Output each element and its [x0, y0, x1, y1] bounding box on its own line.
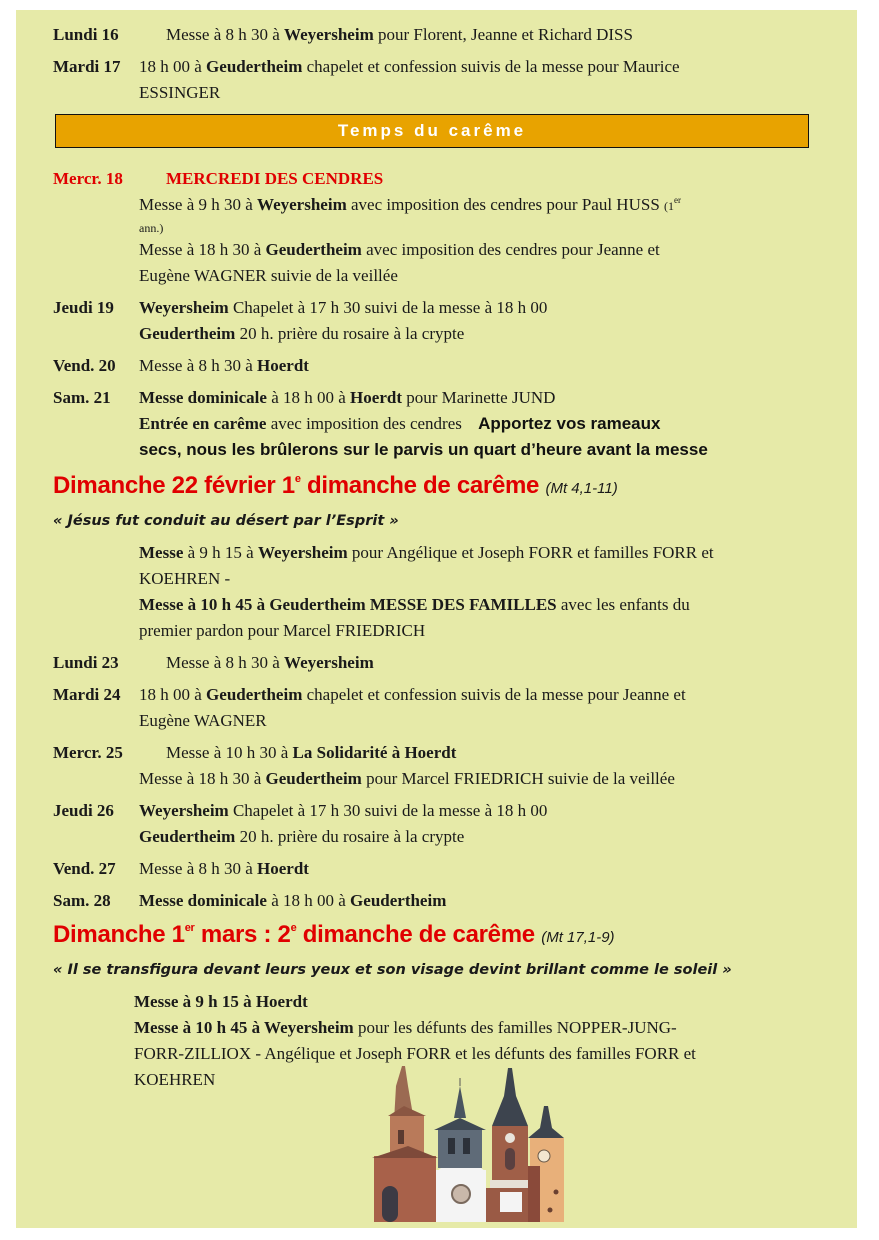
- text: 18 h 00 à: [139, 57, 207, 76]
- location: La Solidarité à Hoerdt: [292, 743, 457, 762]
- entry-mardi-24: [53, 682, 823, 734]
- entry-line: [139, 237, 823, 263]
- entry-line: KOEHREN -: [139, 569, 231, 588]
- entry-line: [139, 766, 823, 792]
- text: 20 h. prière du rosaire à la crypte: [235, 324, 465, 343]
- entry-line: ESSINGER: [139, 83, 221, 102]
- location: Geudertheim: [139, 324, 236, 343]
- entry-line: Messe à 9 h 15 à Hoerdt: [134, 992, 308, 1011]
- entry-line: [139, 824, 823, 850]
- entry-lundi-23: [53, 650, 823, 676]
- entry-line: premier pardon pour Marcel FRIEDRICH: [139, 621, 426, 640]
- entry-jeudi-26: [53, 798, 823, 850]
- notice-text: secs, nous les brûlerons sur le parvis un quart d’heure avant la messe: [139, 440, 708, 459]
- entry-line: Eugène WAGNER: [139, 711, 267, 730]
- location: Geudertheim: [139, 827, 236, 846]
- text: à 18 h 00 à: [266, 388, 351, 407]
- entry-jeudi-19: [53, 295, 823, 347]
- text: Dimanche 22 février 1: [53, 472, 295, 499]
- text: Messe à 18 h 30 à: [139, 769, 266, 788]
- location: Weyersheim: [284, 25, 374, 44]
- text: Messe: [139, 543, 184, 562]
- entry-line: [139, 353, 823, 379]
- entry-line: [139, 856, 823, 882]
- lent-banner: [55, 114, 809, 148]
- text: Entrée en carême: [139, 414, 267, 433]
- entry-line: [166, 650, 823, 676]
- entry-vendredi-27: [53, 856, 823, 882]
- sunday-masses: [53, 540, 823, 644]
- text: pour Marcel FRIEDRICH suivie de la veillée: [361, 769, 675, 788]
- location: Geudertheim: [265, 240, 362, 259]
- entry-line: [166, 740, 823, 766]
- text: Messe à 10 h 30 à: [166, 743, 293, 762]
- superscript: er: [184, 922, 195, 934]
- superscript: e: [294, 473, 301, 485]
- entry-line: KOEHREN: [134, 1070, 216, 1089]
- entry-line: [139, 592, 823, 618]
- text: Messe à 18 h 30 à: [139, 240, 266, 259]
- text: Dimanche 1: [53, 921, 185, 948]
- day-label: Mardi 17: [53, 57, 121, 76]
- location: Weyersheim: [284, 653, 374, 672]
- entry-line: [139, 295, 823, 321]
- superscript: e: [290, 922, 297, 934]
- text: mars : 2: [194, 921, 291, 948]
- location: Geudertheim: [206, 685, 303, 704]
- banner-title: Temps du carême: [337, 121, 527, 140]
- text: pour Angélique et Joseph FORR et familles FORR et: [347, 543, 714, 562]
- day-label: Lundi 16: [53, 25, 119, 44]
- entry-mercredi-18: [53, 166, 823, 289]
- location: Hoerdt: [350, 388, 402, 407]
- text: à 18 h 00 à: [266, 891, 351, 910]
- entry-line: [139, 682, 823, 708]
- text: avec imposition des cendres pour Paul HUSS: [346, 195, 665, 214]
- scripture-reference: (Mt 17,1-9): [541, 929, 615, 946]
- day-label: Sam. 28: [53, 891, 111, 910]
- text: chapelet et confession suivis de la messe pour Jeanne et: [302, 685, 686, 704]
- text: Messe dominicale: [139, 388, 267, 407]
- text: Messe à 8 h 30 à: [166, 653, 285, 672]
- gospel-quote: « Jésus fut conduit au désert par l’Esprit »: [53, 513, 399, 529]
- day-label: Vend. 20: [53, 356, 116, 375]
- text: avec les enfants du: [556, 595, 690, 614]
- text: Messe à 10 h 45 à Weyersheim: [134, 1018, 354, 1037]
- entry-line: [134, 1015, 823, 1041]
- scripture-reference: (Mt 4,1-11): [545, 480, 618, 497]
- entry-line: ann.): [139, 221, 164, 235]
- entry-vendredi-20: [53, 353, 823, 379]
- location: Weyersheim: [257, 195, 347, 214]
- text: 18 h 00 à: [139, 685, 207, 704]
- text: Messe à 8 h 30 à: [139, 859, 258, 878]
- day-label: Jeudi 19: [53, 298, 114, 317]
- text: (1: [664, 199, 675, 213]
- entry-line: FORR-ZILLIOX - Angélique et Joseph FORR et les défunts des familles FORR et: [134, 1044, 696, 1063]
- entry-lundi-16: [53, 22, 823, 48]
- text: Messe à 8 h 30 à: [139, 356, 258, 375]
- entry-line: [139, 385, 823, 411]
- location: Weyersheim: [139, 801, 229, 820]
- churches-illustration-icon: [368, 1066, 574, 1222]
- text: Messe à 8 h 30 à: [166, 25, 285, 44]
- superscript: er: [674, 195, 682, 205]
- location: Geudertheim: [265, 769, 362, 788]
- text: à 9 h 15 à: [183, 543, 258, 562]
- sunday-heading: [53, 918, 823, 955]
- location: Geudertheim: [206, 57, 303, 76]
- sunday-heading: [53, 469, 823, 506]
- day-label: Sam. 21: [53, 388, 111, 407]
- day-label: Mardi 24: [53, 685, 121, 704]
- entry-line: [139, 540, 823, 566]
- entry-line: [139, 192, 823, 219]
- text: pour Florent, Jeanne et Richard DISS: [373, 25, 633, 44]
- entry-line: [139, 798, 823, 824]
- entry-line: [139, 321, 823, 347]
- text: Messe à 9 h 30 à: [139, 195, 258, 214]
- day-label: Mercr. 18: [53, 169, 123, 188]
- entry-mardi-17: [53, 54, 823, 106]
- entry-samedi-21: [53, 385, 823, 463]
- entry-line: [139, 411, 823, 437]
- entry-line: Eugène WAGNER suivie de la veillée: [139, 266, 398, 285]
- text: avec imposition des cendres: [266, 414, 467, 433]
- day-label: Lundi 23: [53, 653, 119, 672]
- notice-text: Apportez vos rameaux: [478, 414, 661, 433]
- text: pour les défunts des familles NOPPER-JUNG-: [353, 1018, 677, 1037]
- day-label: Jeudi 26: [53, 801, 114, 820]
- text: dimanche de carême: [296, 921, 542, 948]
- text: pour Marinette JUND: [401, 388, 556, 407]
- entry-mercredi-25: [53, 740, 823, 792]
- parish-schedule: [53, 22, 823, 1099]
- location: Geudertheim: [350, 891, 447, 910]
- entry-line: [139, 54, 823, 80]
- entry-line: [166, 22, 823, 48]
- event-title: MERCREDI DES CENDRES: [166, 169, 384, 188]
- text: dimanche de carême: [300, 472, 546, 499]
- gospel-quote: « Il se transfigura devant leurs yeux et son visage devint brillant comme le soleil »: [53, 962, 732, 978]
- location: Hoerdt: [257, 356, 309, 375]
- text: Messe dominicale: [139, 891, 267, 910]
- text: avec imposition des cendres pour Jeanne et: [361, 240, 660, 259]
- entry-line: [139, 888, 823, 914]
- entry-samedi-28: [53, 888, 823, 914]
- text: chapelet et confession suivis de la messe pour Maurice: [302, 57, 680, 76]
- location: Weyersheim: [139, 298, 229, 317]
- location: Weyersheim: [257, 543, 348, 562]
- text: 20 h. prière du rosaire à la crypte: [235, 827, 465, 846]
- text: Chapelet à 17 h 30 suivi de la messe à 18 h 00: [228, 298, 548, 317]
- text: Chapelet à 17 h 30 suivi de la messe à 18 h 00: [228, 801, 548, 820]
- day-label: Vend. 27: [53, 859, 116, 878]
- location: Hoerdt: [257, 859, 309, 878]
- text: Messe à 10 h 45 à Geudertheim MESSE DES FAMILLES: [139, 595, 557, 614]
- day-label: Mercr. 25: [53, 743, 123, 762]
